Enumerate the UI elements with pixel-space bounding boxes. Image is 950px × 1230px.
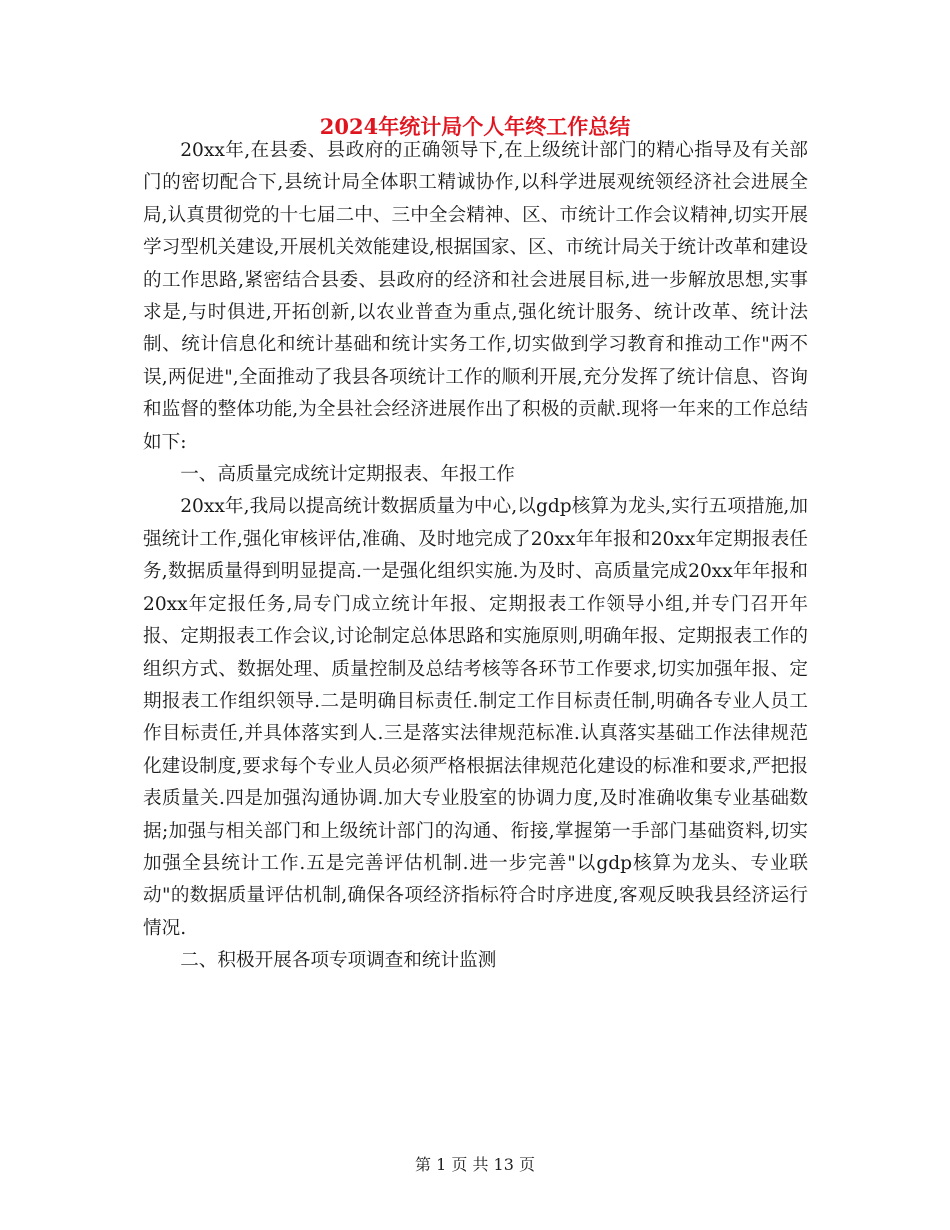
section-heading-1: 一、高质量完成统计定期报表、年报工作	[180, 464, 515, 486]
section-heading-2: 二、积极开展各项专项调查和统计监测	[180, 950, 497, 972]
page-footer: 第 1 页 共 13 页	[415, 1155, 535, 1174]
document-body	[143, 135, 808, 978]
paragraph-section-1: 20xx年,我局以提高统计数据质量为中心,以gdp核算为龙头,实行五项措施,加强统计工作,强化审核评估,准确、及时地完成了20xx年年报和20xx年定期报表任务,数据质量得到明显提高.一是强化组织实施.为及时、高质量完成20xx年年报和20xx年定报任务,局专门成立统计年报、定期报表工作领导小组,并专门召开年报、定期报表工作会议,讨论制定总体思路和实施原则,明确年报、定期报表工作的组织方式、数据处理、质量控制及总结考核等各环节工作要求,切实加强年报、定期报表工作组织领导.二是明确目标责任.制定工作目标责任制,明确各专业人员工作目标责任,并具体落实到人.三是落实法律规范标准.认真落实基础工作法律规范化建设制度,要求每个专业人员必须严格根据法律规范化建设的标准和要求,严把报表质量关.四是加强沟通协调.加大专业股室的协调力度,及时准确收集专业基础数据;加强与相关部门和上级统计部门的沟通、衔接,掌握第一手部门基础资料,切实加强全县统计工作.五是完善评估机制.进一步完善"以gdp核算为龙头、专业联动"的数据质量评估机制,确保各项经济指标符合时序进度,客观反映我县经济运行情况.	[143, 496, 808, 939]
paragraph-intro: 20xx年,在县委、县政府的正确领导下,在上级统计部门的精心指导及有关部门的密切配合下,县统计局全体职工精诚协作,以科学进展观统领经济社会进展全局,认真贯彻党的十七届二中、三中全会精神、区、市统计工作会议精神,切实开展学习型机关建设,开展机关效能建设,根据国家、区、市统计局关于统计改革和建设的工作思路,紧密结合县委、县政府的经济和社会进展目标,进一步解放思想,实事求是,与时俱进,开拓创新,以农业普查为重点,强化统计服务、统计改革、统计法制、统计信息化和统计基础和统计实务工作,切实做到学习教育和推动工作"两不误,两促进",全面推动了我县各项统计工作的顺利开展,充分发挥了统计信息、咨询和监督的整体功能,为全县社会经济进展作出了积极的贡献.现将一年来的工作总结如下:	[143, 140, 808, 453]
document-title: 2024年统计局个人年终工作总结	[319, 114, 631, 139]
